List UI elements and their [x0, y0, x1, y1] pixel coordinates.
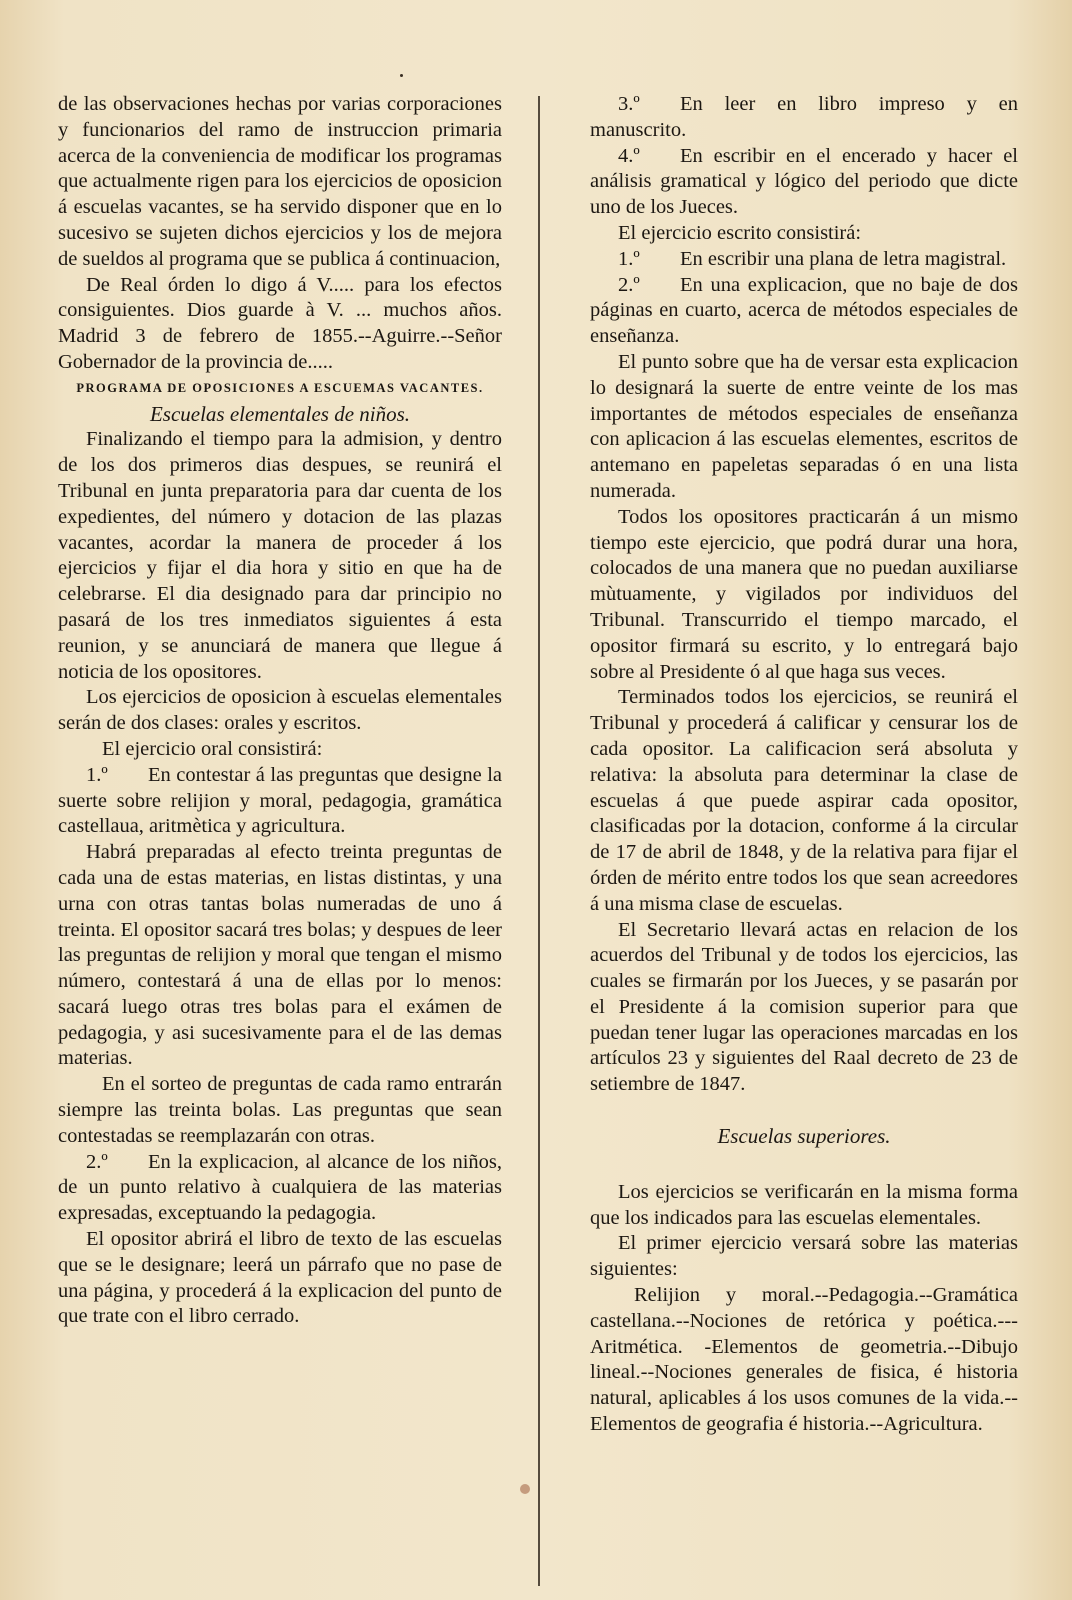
item-number: 1.º [618, 247, 640, 270]
ink-stain [520, 1484, 530, 1494]
list-item [590, 144, 1018, 221]
paragraph: Habrá preparadas al efecto treinta preguntas de cada una de estas materias, en listas distintas, y una urna con otras tantas bolas numeradas de uno á treinta. El opositor sacará tres bolas; y despues de leer las preguntas de relijion y moral que tengan el mismo número, contestará á una de ellas por lo menos: sacará luego otras tres bolas para el exámen de pedagogia, y asi sucesivamente para el de las demas materias. [58, 841, 503, 1070]
item-number: 2.º [86, 1150, 108, 1173]
item-text: En contestar á las preguntas que designe la suerte sobre relijion y moral, pedagogia, gramática castellaua, aritmètica y agricultura. [58, 763, 502, 838]
ink-speck [400, 74, 403, 77]
item-text: En leer en libro impreso y en manuscrito. [590, 93, 1018, 141]
paragraph: El primer ejercicio versará sobre las materias siguientes: [590, 1232, 1018, 1281]
paragraph: El opositor abrirá el libro de texto de las escuelas que se le designare; leerá un párrafo que no pase de una página, y procederá á la explicacion del punto de que trate con el libro cerrado. [58, 1228, 502, 1328]
item-text: En la explicacion, al alcance de los niños, de un punto relativo à cualquiera de las materias expresadas, exceptuando la pedagogia. [58, 1150, 502, 1225]
item-number: 3.º [618, 93, 640, 115]
list-item [590, 273, 1018, 350]
item-text: En una explicacion, que no baje de dos páginas en cuarto, acerca de métodos especiales de enseñanza. [590, 273, 1018, 348]
list-item [590, 247, 1018, 273]
item-number: 4.º [618, 144, 640, 167]
paragraph: Los ejercicios se verificarán en la misma forma que los indicados para las escuelas elementales. [590, 1180, 1018, 1229]
paragraph: El Secretario llevará actas en relacion de los acuerdos del Tribunal y de todos los ejercicios, las cuales se firmarán por los Jueces, y se pasarán por el Presidente á la comision superior para que puedan tener lugar las operaciones marcadas en los artículos 23 y siguientes del Raal decreto de 23 de setiembre de 1847. [590, 918, 1018, 1096]
item-number: 2.º [618, 273, 640, 296]
paragraph: Terminados todos los ejercicios, se reunirá el Tribunal y procederá á calificar y censurar los de cada opositor. La calificacion será absoluta y relativa: la absoluta para determinar la clase de escuelas á que puede aspirar cada opositor, clasificadas por la dotacion, conforme á la circular de 17 de abril de 1848, y de la relativa para fijar el órden de mérito entre todos los que sean acreedores á una misma clase de escuelas. [590, 686, 1018, 915]
paragraph: Finalizando el tiempo para la admision, y dentro de los dos primeros dias despues, se reunirá el Tribunal en junta preparatoria para dar cuenta de los expedientes, del número y dotacion de las plazas vacantes, acordar la manera de proceder á los ejercicios y fijar el dia hora y sitio en que ha de celebrarse. El dia designado para dar principio no pasará de los tres inmediatos siguientes á esta reunion, y se anunciará de manera que llegue á noticia de los opositores. [58, 428, 502, 683]
paragraph: Relijion y moral.--Pedagogia.--Gramática castellana.--Nociones de retórica y poética.---Aritmética. -Elementos de geometria.--Dibujo lineal.--Nociones generales de fisica, é historia natural, aplicables á los usos comunes de la vida.--Elementos de geografia é historia.--Agricultura. [590, 1284, 1018, 1436]
item-text: En escribir en el encerado y hacer el análisis gramatical y lógico del periodo que dicte uno de los Jueces. [590, 144, 1018, 219]
paragraph: El punto sobre que ha de versar esta explicacion lo designará la suerte de entre veinte de los mas importantes de métodos especiales de enseñanza con aplicacion á las escuelas elementes, escritos de antemano en papeletas separadas ó en una lista numerada. [590, 350, 1018, 502]
list-item [58, 763, 502, 840]
paragraph: El ejercicio oral consistirá: [102, 737, 323, 760]
paragraph: de las observaciones hechas por varias corporaciones y funcionarios del ramo de instruccion primaria acerca de la conveniencia de modificar los programas que actualmente rigen para los ejercicios de oposicion á escuelas vacantes, se ha servido disponer que en lo sucesivo se sujeten dichos ejercicios y los de mejora de sueldos al programa que se publica á continuacion, [58, 93, 502, 270]
paragraph: En el sorteo de preguntas de cada ramo entrarán siempre las treinta bolas. Las preguntas que sean contestadas se reemplazarán con otras. [58, 1073, 502, 1147]
subsection-heading: Escuelas superiores. [717, 1124, 891, 1149]
column-divider [538, 96, 540, 1586]
paragraph: De Real órden lo digo á V..... para los efectos consiguientes. Dios guarde à V. ... muchos años. Madrid 3 de febrero de 1855.--Aguirre.--Señor Gobernador de la provincia de..... [58, 273, 502, 373]
left-column [58, 92, 502, 1330]
subsection-heading: Escuelas elementales de niños. [149, 401, 411, 426]
paragraph: El ejercicio escrito consistirá: [618, 221, 862, 244]
item-number: 1.º [86, 763, 108, 786]
paragraph: Todos los opositores practicarán á un mismo tiempo este ejercicio, que podrá durar una hora, colocados de una manera que no puedan auxiliarse mùtuamente, y vigilados por individuos del Tribunal. Transcurrido el tiempo marcado, el opositor firmará su escrito, y lo entregará bajo sobre al Presidente ó al que haga sus veces. [590, 505, 1018, 683]
list-item [590, 92, 1018, 144]
section-heading: PROGRAMA DE OPOSICIONES A ESCUEMAS VACANTES. [76, 380, 484, 395]
item-text: En escribir una plana de letra magistral. [680, 247, 1007, 270]
paragraph: Los ejercicios de oposicion à escuelas elementales serán de dos clases: orales y escritos. [58, 686, 502, 735]
list-item [58, 1150, 502, 1227]
right-column [590, 92, 1018, 1438]
